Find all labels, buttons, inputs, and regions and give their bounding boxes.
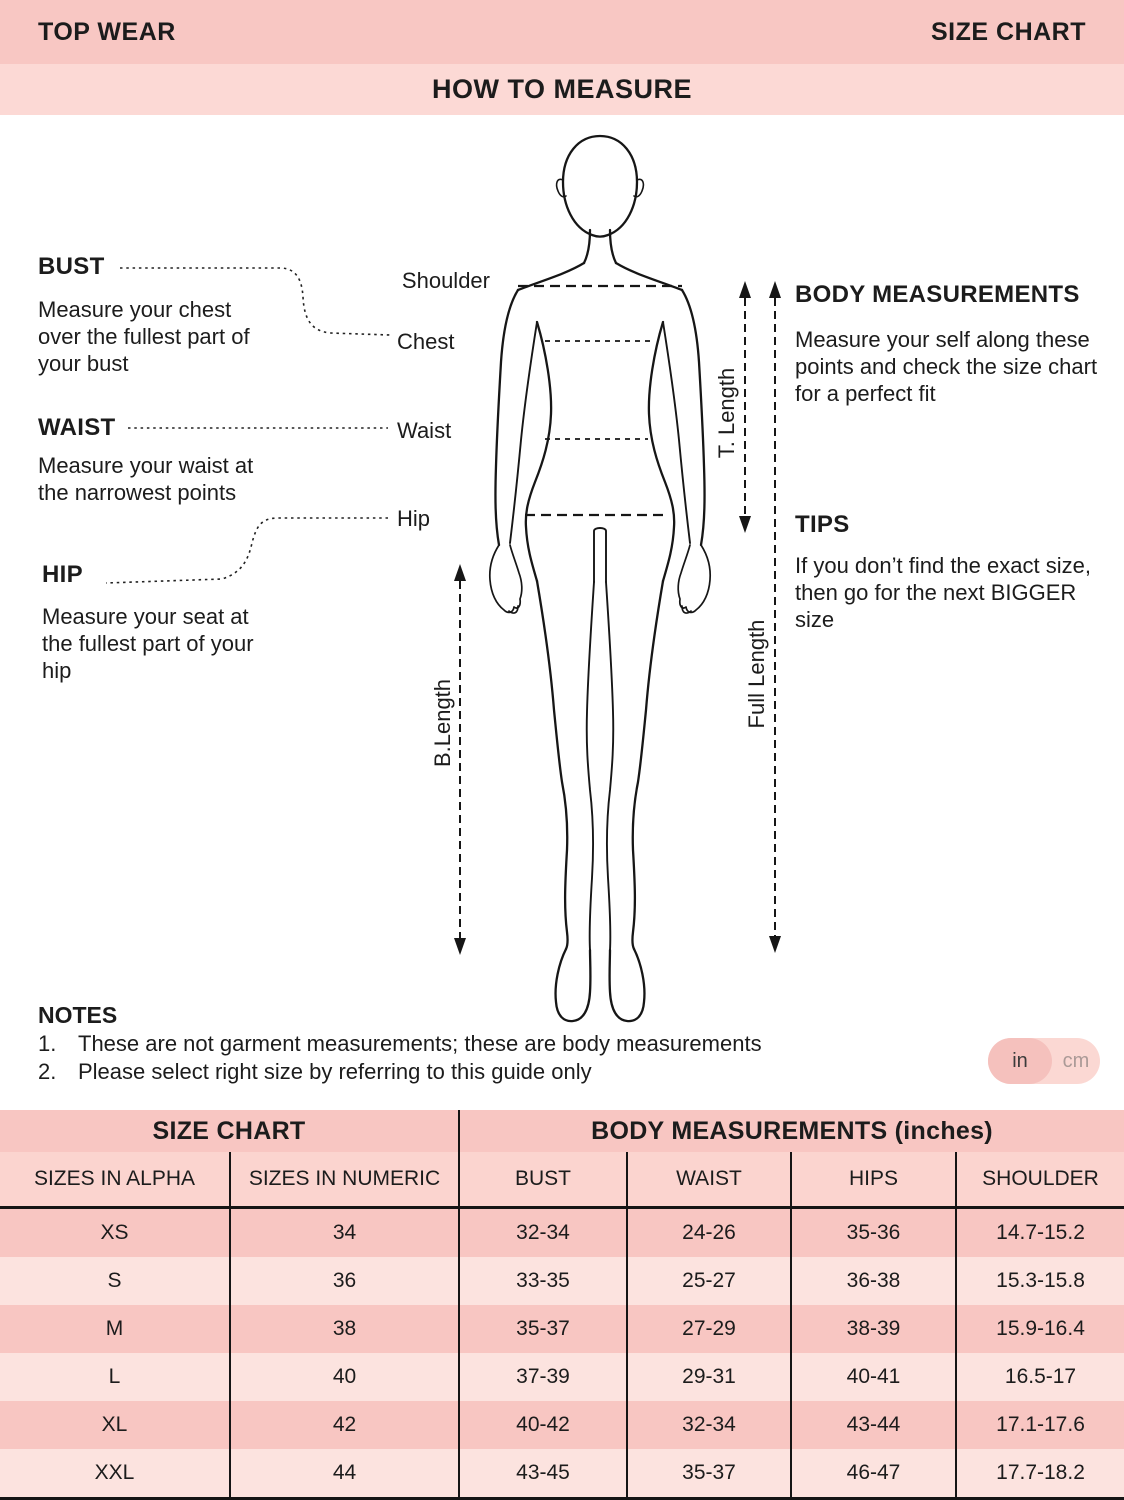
size-cell: 40-42 [459,1401,627,1449]
table-row-l [0,1353,1124,1401]
note-item: These are not garment measurements; these are body measurements [78,1031,762,1056]
group-header-row [0,1110,1124,1152]
unit-toggle[interactable] [988,1038,1100,1084]
full-length-label: Full Length [744,619,769,729]
waist-section-title: WAIST [38,414,116,441]
notes-title: NOTES [38,1002,118,1028]
size-cell: XXL [0,1449,230,1499]
body-measurements-title: BODY MEASUREMENTS [795,281,1080,308]
size-cell: 37-39 [459,1353,627,1401]
page-title-right: SIZE CHART [931,18,1086,46]
size-cell: S [0,1257,230,1305]
size-cell: 24-26 [627,1208,791,1258]
hip-label: Hip [397,506,431,531]
column-header: SIZES IN NUMERIC [230,1152,459,1208]
column-header: SHOULDER [956,1152,1124,1208]
size-cell: 43-44 [791,1401,956,1449]
tips-text: If you don’t find the exact size, then go for the next BIGGER size [795,553,1091,632]
table-row-xl [0,1401,1124,1449]
note-number: 2. [38,1059,57,1084]
size-cell: 32-34 [627,1401,791,1449]
group-header-body-measurements: BODY MEASUREMENTS (inches) [459,1110,1124,1152]
size-chart-table [0,1110,1124,1500]
size-cell: L [0,1353,230,1401]
size-cell: 40-41 [791,1353,956,1401]
waist-label: Waist [397,418,452,443]
size-cell: M [0,1305,230,1353]
unit-option-cm[interactable]: cm [1062,1050,1090,1072]
waist-section-text: Measure your waist at the narrowest points [38,453,254,505]
size-cell: 16.5-17 [956,1353,1124,1401]
note-item: Please select right size by referring to this guide only [78,1059,592,1084]
size-cell: 46-47 [791,1449,956,1499]
size-cell: 15.9-16.4 [956,1305,1124,1353]
column-header: HIPS [791,1152,956,1208]
column-header: WAIST [627,1152,791,1208]
size-cell: 36 [230,1257,459,1305]
table-row-xxl [0,1449,1124,1499]
unit-option-in[interactable]: in [988,1038,1052,1084]
size-cell: 42 [230,1401,459,1449]
size-cell: 25-27 [627,1257,791,1305]
banner-title: HOW TO MEASURE [431,74,692,104]
size-cell: 36-38 [791,1257,956,1305]
size-cell: 40 [230,1353,459,1401]
hip-section-text: Measure your seat at the fullest part of your hip [42,604,254,683]
group-header-size-chart: SIZE CHART [0,1110,459,1152]
bust-section-text: Measure your chest over the fullest part of your bust [38,297,250,376]
size-cell: 44 [230,1449,459,1499]
size-cell: 27-29 [627,1305,791,1353]
t-length-label: T. Length [714,367,739,459]
size-cell: 17.7-18.2 [956,1449,1124,1499]
size-cell: 35-37 [459,1305,627,1353]
table-row-s [0,1257,1124,1305]
bust-section-title: BUST [38,253,105,280]
b-length-label: B.Length [430,678,455,768]
size-cell: 38 [230,1305,459,1353]
shoulder-label: Shoulder [401,268,490,293]
size-cell: 14.7-15.2 [956,1208,1124,1258]
size-cell: 38-39 [791,1305,956,1353]
size-cell: 29-31 [627,1353,791,1401]
size-cell: 32-34 [459,1208,627,1258]
body-measurements-text: Measure your self along these points and check the size chart for a perfect fit [795,327,1098,406]
column-header: BUST [459,1152,627,1208]
size-cell: 43-45 [459,1449,627,1499]
tips-title: TIPS [795,511,850,538]
hip-section-title: HIP [42,561,83,588]
size-cell: 35-37 [627,1449,791,1499]
size-cell: 33-35 [459,1257,627,1305]
size-cell: 34 [230,1208,459,1258]
note-number: 1. [38,1031,57,1056]
size-cell: 35-36 [791,1208,956,1258]
page-title-left: TOP WEAR [38,18,176,46]
table-row-m [0,1305,1124,1353]
size-cell: XS [0,1208,230,1258]
table-row-xs [0,1208,1124,1258]
column-header: SIZES IN ALPHA [0,1152,230,1208]
size-cell: 17.1-17.6 [956,1401,1124,1449]
size-cell: XL [0,1401,230,1449]
column-header-row [0,1152,1124,1208]
size-cell: 15.3-15.8 [956,1257,1124,1305]
chest-label: Chest [397,329,455,354]
